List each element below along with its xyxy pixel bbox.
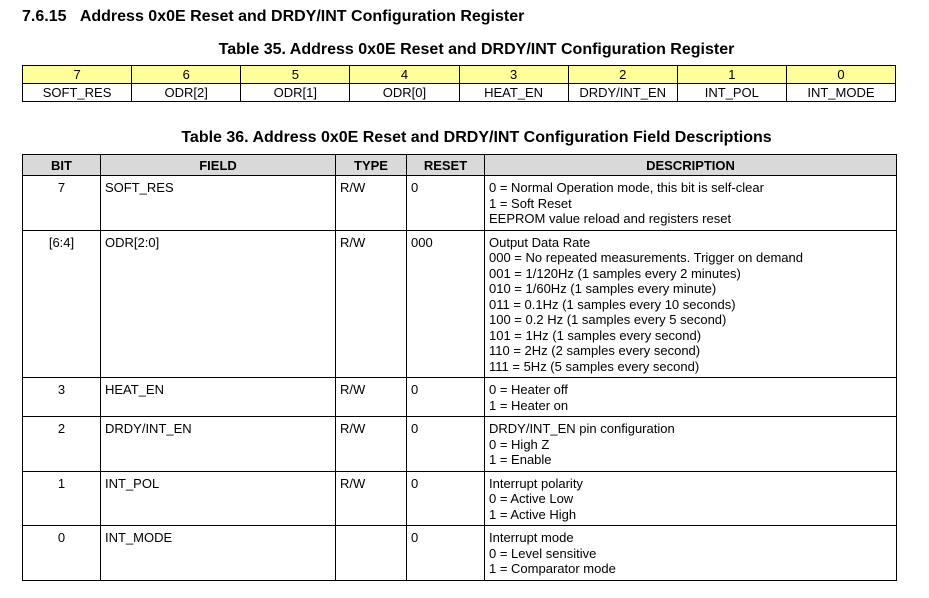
bit-field-cell: HEAT_EN	[459, 84, 568, 102]
row-reset-cell: 0	[407, 526, 485, 581]
description-line: 1 = Enable	[489, 452, 552, 467]
row-bit-cell: [6:4]	[23, 230, 101, 378]
description-line: Interrupt polarity	[489, 475, 583, 491]
description-line: 1 = Active High	[489, 506, 577, 522]
description-line: 0 = High Z	[489, 436, 550, 452]
bit-field-cell: ODR[0]	[350, 84, 459, 102]
field-table-header-row	[23, 155, 897, 176]
bit-field-cell: ODR[1]	[241, 84, 350, 102]
table-row	[23, 378, 897, 417]
row-bit-cell: 3	[23, 378, 101, 417]
row-field-cell: ODR[2:0]	[101, 230, 336, 378]
description-line: 110 = 2Hz (2 samples every second)	[489, 343, 701, 358]
row-description-cell	[485, 230, 897, 378]
row-bit-cell: 7	[23, 176, 101, 231]
table-row	[23, 471, 897, 526]
row-type-cell	[336, 526, 407, 581]
row-field-cell: INT_MODE	[101, 526, 336, 581]
row-reset-cell: 0	[407, 378, 485, 417]
row-description-cell	[485, 176, 897, 231]
field-table-body	[23, 176, 897, 581]
description-line: 1 = Heater on	[489, 397, 569, 413]
description-line: 1 = Soft Reset	[489, 195, 572, 211]
description-line: 010 = 1/60Hz (1 samples every minute)	[489, 281, 717, 296]
register-bit-table	[22, 65, 896, 102]
bit-number-cell: 6	[132, 66, 241, 84]
description-line: EEPROM value reload and registers reset	[489, 211, 732, 226]
bit-field-row	[23, 84, 896, 102]
bit-number-cell: 3	[459, 66, 568, 84]
row-field-cell: SOFT_RES	[101, 176, 336, 231]
row-reset-cell: 000	[407, 230, 485, 378]
row-reset-cell: 0	[407, 471, 485, 526]
section-number: 7.6.15	[22, 8, 67, 25]
row-type-cell: R/W	[336, 378, 407, 417]
bit-field-cell: ODR[2]	[132, 84, 241, 102]
section-title: Address 0x0E Reset and DRDY/INT Configuration Register	[79, 8, 525, 25]
row-description-cell	[485, 526, 897, 581]
table-row	[23, 230, 897, 378]
bit-number-cell: 4	[350, 66, 459, 84]
table-row	[23, 176, 897, 231]
description-line: DRDY/INT_EN pin configuration	[489, 421, 675, 436]
description-line: Interrupt mode	[489, 530, 574, 545]
bit-field-cell: INT_MODE	[786, 84, 895, 102]
header-bit: BIT	[23, 155, 101, 176]
field-description-table	[22, 154, 897, 581]
row-reset-cell: 0	[407, 176, 485, 231]
register-table-caption: Table 35. Address 0x0E Reset and DRDY/INT Configuration Register	[218, 41, 735, 58]
field-table-caption: Table 36. Address 0x0E Reset and DRDY/INT Configuration Field Descriptions	[181, 129, 772, 146]
bit-number-row	[23, 66, 896, 84]
bit-number-cell: 0	[786, 66, 895, 84]
description-line: 011 = 0.1Hz (1 samples every 10 seconds)	[489, 296, 736, 312]
row-description-cell	[485, 471, 897, 526]
bit-field-cell: INT_POL	[677, 84, 786, 102]
description-line: 0 = Active Low	[489, 491, 574, 506]
row-field-cell: HEAT_EN	[101, 378, 336, 417]
description-line: 001 = 1/120Hz (1 samples every 2 minutes)	[489, 265, 741, 281]
row-description-cell	[485, 378, 897, 417]
row-type-cell: R/W	[336, 176, 407, 231]
table-row	[23, 526, 897, 581]
row-bit-cell: 0	[23, 526, 101, 581]
row-type-cell: R/W	[336, 417, 407, 472]
description-line: 000 = No repeated measurements. Trigger on demand	[489, 250, 803, 265]
description-line: 0 = Heater off	[489, 382, 568, 397]
description-line: 111 = 5Hz (5 samples every second)	[489, 358, 700, 374]
description-line: 101 = 1Hz (1 samples every second)	[489, 327, 702, 343]
row-field-cell: DRDY/INT_EN	[101, 417, 336, 472]
row-bit-cell: 2	[23, 417, 101, 472]
row-reset-cell: 0	[407, 417, 485, 472]
description-line: 0 = Normal Operation mode, this bit is self-clear	[489, 180, 764, 195]
bit-number-cell: 1	[677, 66, 786, 84]
description-line: Output Data Rate	[489, 234, 591, 250]
row-type-cell: R/W	[336, 471, 407, 526]
bit-number-cell: 2	[568, 66, 677, 84]
description-line: 0 = Level sensitive	[489, 545, 597, 561]
description-line: 100 = 0.2 Hz (1 samples every 5 second)	[489, 312, 727, 327]
header-reset: RESET	[407, 155, 485, 176]
row-field-cell: INT_POL	[101, 471, 336, 526]
table-row	[23, 417, 897, 472]
header-field: FIELD	[101, 155, 336, 176]
bit-number-cell: 5	[241, 66, 350, 84]
description-line: 1 = Comparator mode	[489, 561, 616, 576]
bit-number-cell: 7	[23, 66, 132, 84]
bit-field-cell: DRDY/INT_EN	[568, 84, 677, 102]
row-bit-cell: 1	[23, 471, 101, 526]
header-type: TYPE	[336, 155, 407, 176]
row-description-cell	[485, 417, 897, 472]
section-heading	[22, 8, 524, 26]
header-description: DESCRIPTION	[485, 155, 897, 176]
bit-field-cell: SOFT_RES	[23, 84, 132, 102]
row-type-cell: R/W	[336, 230, 407, 378]
